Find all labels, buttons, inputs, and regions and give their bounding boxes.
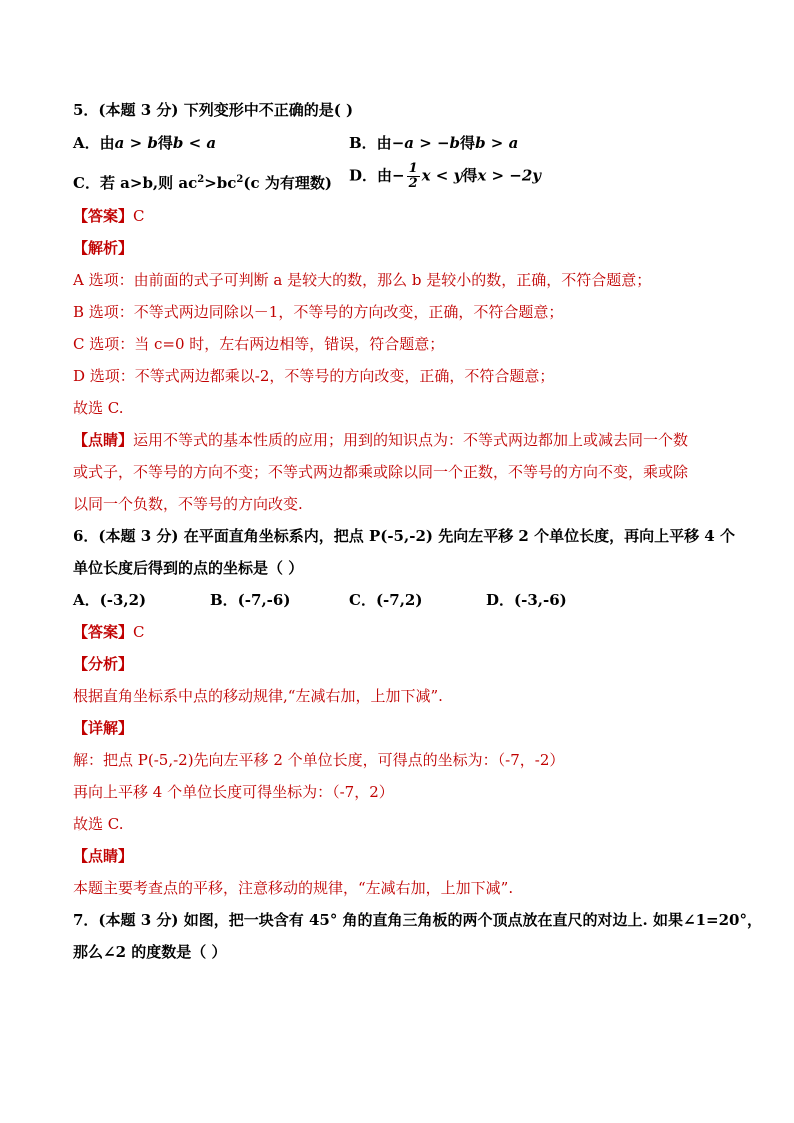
- q6-option-c: C．(-7,2): [349, 591, 423, 609]
- q6-detail-line: 故选 C.: [73, 815, 124, 833]
- q5-analysis-line: C 选项：当 c=0 时，左右两边相等，错误，符合题意；: [73, 335, 445, 353]
- q6-analysis-tag: 【分析】: [73, 655, 134, 673]
- q5-comment: 【点睛】运用不等式的基本性质的应用；用到的知识点为：不等式两边都加上或减去同一个数: [73, 431, 689, 449]
- q6-option-a: A．(-3,2): [73, 591, 147, 609]
- q7-stem-line: 7．(本题 3 分) 如图，把一块含有 45° 角的直角三角板的两个顶点放在直尺的对边上. 如果∠1=20°，: [73, 911, 762, 929]
- q5-analysis-line: D 选项：不等式两边都乘以-2，不等号的方向改变，正确，不符合题意；: [73, 367, 555, 385]
- q5-analysis-line: B 选项：不等式两边同除以－1，不等号的方向改变，正确，不符合题意；: [73, 303, 564, 321]
- q5-option-b: B．由−a > −b得b > a: [349, 134, 519, 152]
- q6-option-b: B．(-7,-6): [210, 591, 291, 609]
- q6-comment-tag: 【点睛】: [73, 847, 134, 865]
- q5-comment-line: 或式子，不等号的方向不变；不等式两边都乘或除以同一个正数，不等号的方向不变，乘或除: [73, 463, 689, 481]
- q6-comment-text: 本题主要考查点的平移，注意移动的规律，“左减右加，上加下减”.: [73, 879, 514, 897]
- q6-detail-line: 解：把点 P(-5,-2)先向左平移 2 个单位长度，可得点的坐标为：（-7，-2）: [73, 751, 565, 769]
- q5-stem: 5．(本题 3 分) 下列变形中不正确的是( ): [73, 101, 354, 119]
- q6-analysis-text: 根据直角坐标系中点的移动规律,“左减右加，上加下减”.: [73, 687, 443, 705]
- q6-option-d: D．(-3,-6): [486, 591, 567, 609]
- q6-stem-line: 单位长度后得到的点的坐标是（ ）: [73, 559, 304, 577]
- q5-comment-line: 以同一个负数，不等号的方向改变.: [73, 495, 303, 513]
- q7-stem-line: 那么∠2 的度数是（ ）: [73, 943, 227, 961]
- q5-analysis-line: 故选 C.: [73, 399, 124, 417]
- q5-answer: 【答案】C: [73, 207, 145, 225]
- q6-answer: 【答案】C: [73, 623, 145, 641]
- q5-analysis-line: A 选项：由前面的式子可判断 a 是较大的数，那么 b 是较小的数，正确，不符合题意；: [73, 271, 652, 289]
- fraction-one-half: $\frac{1}{2}$: [408, 161, 418, 191]
- q5-option-c: C．若 a>b,则 $ac^2>bc^2(c$ 为有理数): [73, 174, 332, 192]
- q5-option-d: D．由− $\frac{1}{2}$ x < y得x > −2y: [349, 161, 542, 191]
- q6-detail-line: 再向上平移 4 个单位长度可得坐标为：（-7，2）: [73, 783, 394, 801]
- q5-option-a: A．由a > b得b < a: [73, 134, 217, 152]
- q6-stem-line: 6．(本题 3 分) 在平面直角坐标系内，把点 P(-5,-2) 先向左平移 2 个单位长度，再向上平移 4 个: [73, 527, 735, 545]
- q6-detail-tag: 【详解】: [73, 719, 134, 737]
- q5-analysis-tag: 【解析】: [73, 239, 134, 257]
